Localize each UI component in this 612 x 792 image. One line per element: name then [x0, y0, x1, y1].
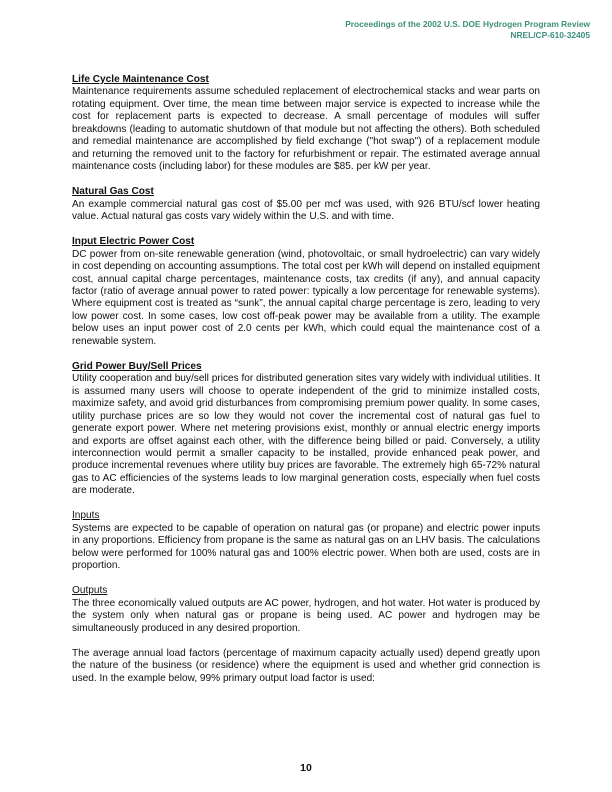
- section-heading: Natural Gas Cost: [72, 186, 154, 198]
- section-heading: Outputs: [72, 585, 108, 597]
- section-heading: Input Electric Power Cost: [72, 236, 195, 248]
- section-paragraph: DC power from on-site renewable generation (wind, photovoltaic, or small hydroelectric) can vary widely in cost depending on accounting assumptions. The total cost per kWh will depend on installed equipment cost, annual capital charge percentages, maintenance costs, tax credits (if any), and annual capacity factor (ratio of average annual power to rated power: typically a low percentage for renewable systems). Where equipment cost is treated as “sunk”, the annual capital charge percentage is zero, leading to very low power cost. In some cases, low cost off-peak power may be available from a utility. The example below uses an input power cost of 2.0 cents per kWh, which could equal the maintenance cost of a renewable system.: [72, 248, 540, 347]
- section-heading: Inputs: [72, 510, 100, 522]
- section-heading: Grid Power Buy/Sell Prices: [72, 360, 202, 372]
- section-input-electric-power-cost: [72, 236, 540, 348]
- section-grid-power-buy-sell-prices: [72, 361, 540, 498]
- header-report-number: NREL/CP-610-32405: [510, 30, 590, 40]
- section-paragraph: Utility cooperation and buy/sell prices for distributed generation sites vary widely with individual utilities. It is assumed many users will choose to operate independent of the grid to minimize installed costs, maximize safety, and avoid grid disturbances from compromising premium power quality. In some cases, utility purchase prices are so low they would not cover the incremental cost of natural gas fuel to generate export power. Where net metering provisions exist, monthly or annual electric energy imports and exports are offset against each other, with the difference being billed or paid. Conversely, a utility interconnection would permit a smaller capacity to be installed, provide enhanced peak power, and produce incremental revenues where utility buy prices are favorable. The extremely high 65-72% natural gas to AC efficiencies of the systems leads to low marginal generation costs, especially when fuel costs are moderate.: [72, 373, 540, 497]
- section-heading: Life Cycle Maintenance Cost: [72, 74, 209, 85]
- page-body: [72, 74, 540, 685]
- section-paragraph: Systems are expected to be capable of operation on natural gas (or propane) and electric power inputs in any proportions. Efficiency from propane is the same as natural gas on an LHV basis. The calculations below were performed for 100% natural gas and 100% electric power. When both are used, costs are in proportion.: [72, 522, 540, 572]
- section-paragraph: An example commercial natural gas cost of $5.00 per mcf was used, with 926 BTU/scf lower heating value. Actual natural gas costs vary widely within the U.S. and with time.: [72, 198, 540, 223]
- section-natural-gas-cost: [72, 186, 540, 223]
- running-header: [345, 19, 590, 41]
- page-number: 10: [300, 762, 312, 774]
- section-outputs: [72, 585, 540, 635]
- section-inputs: [72, 510, 540, 572]
- section-paragraph: Maintenance requirements assume scheduled replacement of electrochemical stacks and wear parts on rotating equipment. Over time, the mean time between major service is expected to increase while the cost for replacement parts is expected to decrease. A small percentage of modules will suffer breakdowns (leading to automatic shutdown of that module but not affecting the others). Both scheduled and remedial maintenance are accomplished by field exchange ("hot swap") of a replacement module and returning the removed unit to the factory for refurbishment or repair. The estimated average annual maintenance costs (including labor) for these modules are $85. per kW per year.: [72, 86, 540, 173]
- section-load-factors: [72, 648, 540, 685]
- section-paragraph: The three economically valued outputs are AC power, hydrogen, and hot water. Hot water is produced by the system only when natural gas or propane is being used. AC power and hydrogen may be simultaneously produced in any desired proportion.: [72, 597, 540, 634]
- section-life-cycle-maintenance-cost: [72, 74, 540, 174]
- header-proceedings-title: Proceedings of the 2002 U.S. DOE Hydrogen Program Review: [345, 19, 590, 29]
- closing-paragraph: The average annual load factors (percentage of maximum capacity actually used) depend greatly upon the nature of the business (or residence) where the equipment is used and whether grid connection is used. In the example below, 99% primary output load factor is used:: [72, 647, 540, 684]
